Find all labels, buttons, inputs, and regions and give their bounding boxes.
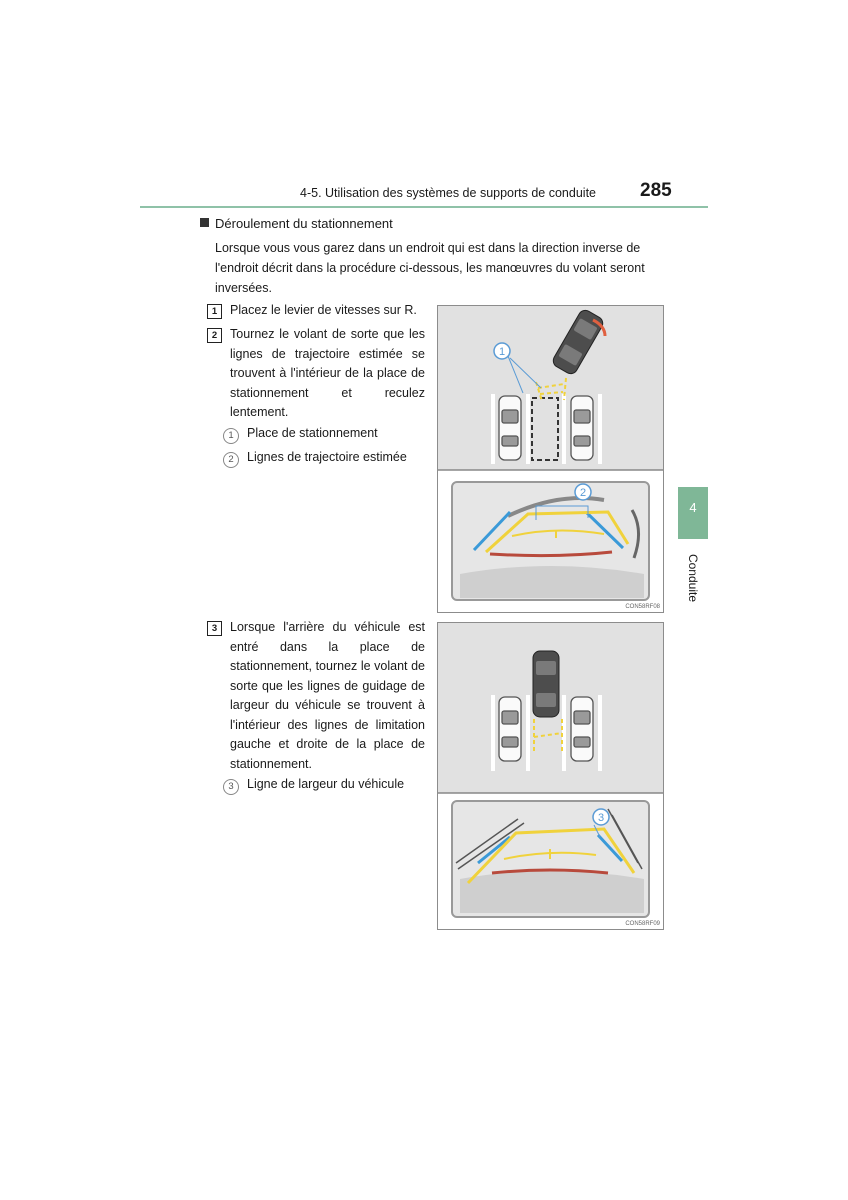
parked-car-right xyxy=(571,697,593,761)
figure-parking-step-3 xyxy=(437,622,664,930)
section-heading-text: Déroulement du stationnement xyxy=(215,216,393,231)
step-number-box: 2 xyxy=(207,328,222,343)
callout-label: 3 xyxy=(597,812,605,824)
square-bullet-icon xyxy=(200,218,209,227)
legend-item-2 xyxy=(223,450,407,468)
callout-label: 2 xyxy=(579,487,587,499)
legend-label: Lignes de trajectoire estimée xyxy=(247,450,407,464)
page-number: 285 xyxy=(640,180,672,201)
figure-parking-step-2 xyxy=(437,305,664,613)
step-text: Placez le levier de vitesses sur R. xyxy=(230,303,417,317)
step-text: Tournez le volant de sorte que les lignes de trajectoire estimée se trouvent à l'intérieur de la place de stationnement et reculez lentement. xyxy=(230,327,425,419)
parked-car-right xyxy=(571,396,593,460)
chapter-number: 4 xyxy=(689,500,697,515)
callout-number: 1 xyxy=(223,428,239,444)
header-rule xyxy=(140,206,708,208)
parking-illustration-2 xyxy=(438,623,663,929)
figure-code: CON58RF08 xyxy=(625,604,660,610)
parked-car-left xyxy=(499,697,521,761)
step-number-box: 1 xyxy=(207,304,222,319)
step-text: Lorsque l'arrière du véhicule est entré dans la place de stationnement, tournez le volant de sorte que les lignes de guidage de largeur du véhicule se trouvent à l'intérieur des lignes de limitation gauche et droite de la place de stationnement. xyxy=(230,620,425,771)
parked-car-left xyxy=(499,396,521,460)
section-heading xyxy=(200,216,393,231)
parking-illustration-1 xyxy=(438,306,663,612)
callout-number: 3 xyxy=(223,779,239,795)
legend-label: Place de stationnement xyxy=(247,426,378,440)
legend-item-3 xyxy=(223,777,404,795)
callout-label: 1 xyxy=(498,346,506,358)
chapter-label-box xyxy=(680,546,706,616)
intro-paragraph: Lorsque vous vous garez dans un endroit qui est dans la direction inverse de l'endroit décrit dans la procédure ci-dessous, les manœuvres du volant seront inversées. xyxy=(215,241,645,295)
figure-code: CON58RF09 xyxy=(625,921,660,927)
chapter-label: Conduite xyxy=(686,553,700,603)
step-number-box: 3 xyxy=(207,621,222,636)
running-header-title: 4-5. Utilisation des systèmes de supports de conduite xyxy=(300,186,596,200)
legend-label: Ligne de largeur du véhicule xyxy=(247,777,405,791)
legend-item-1 xyxy=(223,426,378,444)
reversing-car xyxy=(533,651,559,717)
callout-number: 2 xyxy=(223,452,239,468)
